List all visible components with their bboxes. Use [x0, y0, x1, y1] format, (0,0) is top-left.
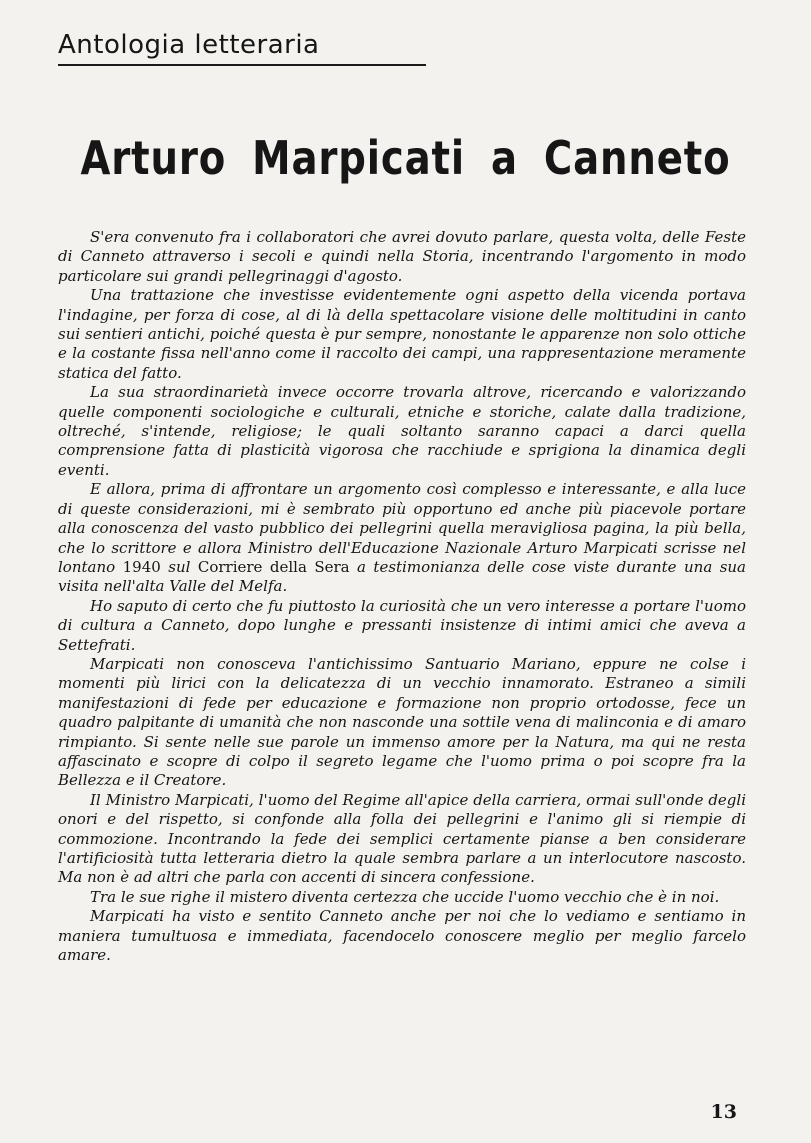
- paragraph-4: [58, 480, 746, 596]
- paragraph-1: S'era convenuto fra i collaboratori che avrei dovuto parlare, questa volta, delle Feste di Canneto attraverso i secoli e quindi nella Storia, incentrando l'argomento in modo particolare sui grandi pellegrinaggi d'agosto.: [58, 228, 746, 285]
- paragraph-8: Tra le sue righe il mistero diventa certezza che uccide l'uomo vecchio che è in noi.: [90, 887, 720, 906]
- paragraph-6: Marpicati non conosceva l'antichissimo Santuario Mariano, eppure ne colse i momenti più lirici con la delicatezza di un vecchio innamorato. Estraneo a simili manifestazioni di fede per educazione e formazione non proprio ortodosse, fece un quadro palpitante di umanità che non nasconde una sottile vena di malinconia e di amaro rimpianto. Si sente nelle sue parole un immenso amore per la Natura, ma qui ne resta affascinato e scopre di colpo il segreto legame che l'uomo prima o poi scopre fra la Bellezza e il Creatore.: [58, 654, 746, 790]
- paragraph-4-newspaper: Corriere della Sera: [197, 557, 350, 576]
- paragraph-7: Il Ministro Marpicati, l'uomo del Regime all'apice della carriera, ormai sull'onde degli onori e del rispetto, si confonde alla folla dei pellegrini e l'animo gli si riempie di commozione. Incontrando la fede dei semplici certamente pianse a ben considerare l'artificiosità tutta letteraria dietro la quale sembra parlare a un interlocutore nascosto. Ma non è ad altri che parla con accenti di sincera confessione.: [58, 790, 746, 887]
- article-body: [58, 228, 746, 965]
- paragraph-4-text-after: a testimonianza delle cose viste durante una sua visita nell'alta Valle del Melfa.: [58, 557, 746, 596]
- paragraph-5: Ho saputo di certo che fu piuttosto la curiosità che un vero interesse a portare l'uomo di cultura a Canneto, dopo lunghe e pressanti insistenze di intimi amici che aveva a Settefrati.: [58, 596, 746, 654]
- paragraph-4-text-middle: sul: [168, 557, 191, 576]
- paragraph-2: Una trattazione che investisse evidentemente ogni aspetto della vicenda portava l'indagine, per forza di cose, al di là della spettacolare visione delle moltitudini in canto sui sentieri antichi, poiché questa è pur sempre, nonostante le apparenze non solo ottiche e la costante fissa nell'anno come il raccolto dei campi, una rappresentazione meramente statica del fatto.: [58, 286, 746, 382]
- page-header: [58, 30, 426, 66]
- section-label: Antologia letteraria: [58, 30, 320, 60]
- page-number: 13: [710, 1101, 737, 1123]
- paragraph-4-text-before: E allora, prima di affrontare un argomento così complesso e interessante, e alla luce di queste considerazioni, mi è sembrato più opportuno ed anche più piacevole portare alla conoscenza del vasto pubblico dei pellegrini quella meravigliosa pagina, la più bella, che lo scrittore e allora Ministro dell'Educazione Nazionale Arturo Marpicati scrisse nel lontano: [58, 480, 746, 576]
- article-title: Arturo Marpicati a Canneto: [80, 131, 731, 185]
- paragraph-3: La sua straordinarietà invece occorre trovarla altrove, ricercando e valorizzando quelle componenti sociologiche e culturali, etniche e storiche, calate dalla tradizione, oltreché, s'intende, religiose; le quali soltanto saranno capaci a darci quella comprensione fatta di plasticità vigorosa che racchiude e sprigiona la dinamica degli eventi.: [58, 383, 746, 479]
- paragraph-9: Marpicati ha visto e sentito Canneto anche per noi che lo vediamo e sentiamo in maniera tumultuosa e immediata, facendocelo conoscere meglio per meglio farcelo amare.: [58, 907, 746, 965]
- paragraph-4-year: 1940: [122, 557, 161, 576]
